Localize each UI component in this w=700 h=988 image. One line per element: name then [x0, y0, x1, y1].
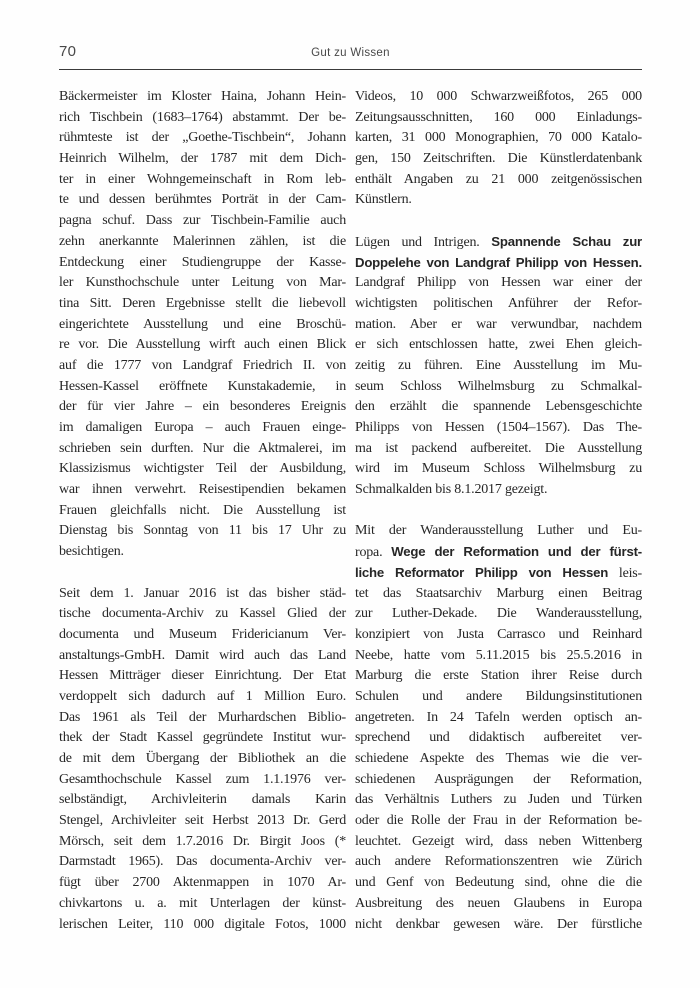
text-line: Schulen und andere Bildungsinstitutionen — [355, 688, 642, 704]
text-line: tina Sitt. Deren Ergebnisse stellt die liebevoll — [59, 295, 346, 311]
text-line: documenta und Museum Fridericianum Ver- — [59, 626, 346, 642]
text-line: Künstlern. — [355, 192, 412, 208]
text-line: tet das Staatsarchiv Marburg einen Beitrag — [355, 585, 642, 601]
bold-heading-run: liche Reformator Philipp von Hessen — [355, 564, 609, 580]
text-line: lerischen Leiter, 110 000 digitale Fotos, 1000 — [59, 916, 346, 932]
text-line: Frauen gleichfalls nicht. Die Ausstellung ist — [59, 502, 346, 518]
text-line: wichtigsten politischen Anführer der Refor- — [355, 295, 642, 311]
text-line: Marburg die erste Station ihrer Reise durch — [355, 668, 642, 684]
text-line: seum Schloss Wilhelmsburg zu Schmalkal- — [355, 378, 642, 394]
text-line: Heinrich Wilhelm, der 1787 mit dem Dich- — [59, 151, 346, 167]
article-body — [0, 70, 700, 935]
text-line: der für vier Jahre – ein besonderes Ereignis — [59, 399, 346, 415]
text-line: Neebe, hatte vom 5.11.2015 bis 25.5.2016 in — [355, 647, 642, 663]
text-line: tische documenta-Archiv zu Kassel Glied der — [59, 606, 346, 622]
text-line: rühmteste ist der „Goethe-Tischbein“, Johann — [59, 130, 346, 146]
text-line: zehn anerkannte Malerinnen zählen, ist die — [59, 233, 346, 249]
text-line — [355, 253, 642, 274]
text-line: sprechend und didaktisch aufbereitet ver- — [355, 730, 642, 746]
text-line: schrieben sein durften. Nur die Aktmalerei, im — [59, 440, 346, 456]
text-line: zur Luther-Dekade. Die Wanderausstellung, — [355, 606, 642, 622]
text-line: Ausbreitung des neuen Glaubens in Europa — [355, 895, 642, 911]
bold-heading-run: Wege der Reformation und der fürst- — [391, 544, 642, 560]
text-line: nicht denkbar gewesen wäre. Der fürstliche — [355, 916, 642, 932]
text-line: ropa. Wege der Reformation und der fürst- — [355, 544, 642, 561]
text-line: Hessen-Kassel eröffnete Kunstakademie, in — [59, 378, 346, 394]
text-line: den erzählt die spannende Lebensgeschichte — [355, 399, 642, 415]
text-line: Zeitungsausschnitten, 160 000 Einladungs- — [355, 109, 642, 125]
text-line: oder die Rolle der Frau in der Reformation be- — [355, 813, 642, 829]
section-title: Gut zu Wissen — [311, 47, 390, 59]
text-line: Hessen Mitträger dieser Einrichtung. Der Etat — [59, 668, 346, 684]
text-line: rich Tischbein (1683–1764) abstammt. Der be- — [59, 109, 346, 125]
text-line: ler Kunsthochschule unter Leitung von Mar- — [59, 275, 346, 291]
bold-heading-run: Doppelehe von Landgraf Philipp von Hessen. — [355, 254, 642, 270]
column-right — [355, 87, 642, 935]
text-line: fügt über 2700 Aktenmappen in 1070 Ar- — [59, 875, 346, 891]
page-number: 70 — [59, 43, 77, 60]
text-line: Bäckermeister im Kloster Haina, Johann Hein- — [59, 89, 346, 104]
paragraph-spacer — [59, 563, 346, 584]
text-line: Stengel, Archivleiter seit Herbst 2013 Dr. Gerd — [59, 813, 346, 829]
text-line: auf die 1777 von Landgraf Friedrich II. von — [59, 357, 346, 373]
text-line: und Genf von Bedeutung sind, ohne die die — [355, 875, 642, 891]
text-line: chivkartons u. a. mit Unterlagen der künst- — [59, 895, 346, 911]
text-line: te und dessen berühmtes Porträt in der Cam- — [59, 192, 346, 208]
bold-heading-run: Spannende Schau zur — [491, 233, 642, 249]
text-line: leuchtet. Gezeigt wird, dass neben Wittenberg — [355, 833, 642, 849]
text-line: Mit der Wanderausstellung Luther und Eu- — [355, 523, 642, 539]
text-line: gen, 150 Zeitschriften. Die Künstlerdatenbank — [355, 151, 642, 167]
text-line: Schmalkalden bis 8.1.2017 gezeigt. — [355, 482, 548, 498]
text-line: Darmstadt 1965). Das documenta-Archiv ver- — [59, 854, 346, 870]
text-line: Landgraf Philipp von Hessen war einer der — [355, 275, 642, 291]
text-line: anstaltungs-GmbH. Damit wird auch das Land — [59, 647, 346, 663]
text-line: konzipiert von Justa Carrasco und Reinhard — [355, 626, 642, 642]
text-line: ma ist packend aufbereitet. Die Ausstellung — [355, 440, 642, 456]
text-line: schiedene Aspekte des Themas wie die ver- — [355, 751, 642, 766]
text-line: Mörsch, seit dem 1.7.2016 Dr. Birgit Joos (* — [59, 833, 346, 849]
text-line: ter in einer Wohngemeinschaft in Rom leb- — [59, 171, 346, 187]
text-line: Lügen und Intrigen. Spannende Schau zur — [355, 233, 642, 250]
text-line: Dienstag bis Sonntag von 11 bis 17 Uhr zu — [59, 523, 346, 539]
text-line: das Verhältnis Luthers zu Juden und Türken — [355, 792, 642, 808]
text-line: pagna schuf. Dass zur Tischbein-Familie auch — [59, 213, 346, 229]
text-line: mation. Aber er war verwundbar, nachdem — [355, 316, 642, 332]
text-line: enthält Angaben zu 21 000 zeitgenössischen — [355, 171, 642, 187]
text-line: karten, 31 000 Monographien, 70 000 Katalo- — [355, 130, 642, 146]
text-line: re vor. Die Ausstellung wirft auch einen Blick — [59, 337, 346, 353]
page-header — [59, 0, 642, 70]
text-line: er sich entschlossen hatte, zwei Ehen gleich- — [355, 337, 642, 353]
text-line: besichtigen. — [59, 544, 124, 560]
text-line: Gesamthochschule Kassel zum 1.1.1976 ver- — [59, 771, 346, 787]
text-line: Entdeckung einer Studiengruppe der Kasse- — [59, 254, 346, 270]
text-line: liche Reformator Philipp von Hessen leis- — [355, 564, 642, 581]
text-line: angetreten. In 24 Tafeln werden optisch an- — [355, 709, 642, 725]
paragraph-spacer — [355, 501, 642, 522]
text-line: Das 1961 als Teil der Murhardschen Biblio- — [59, 709, 346, 725]
text-line: eingerichtete Ausstellung und eine Broschü- — [59, 316, 346, 332]
text-line: wird im Museum Schloss Wilhelmsburg zu — [355, 461, 642, 477]
paragraph-spacer — [355, 211, 642, 232]
text-line: de mit dem Übergang der Bibliothek an die — [59, 751, 346, 766]
text-line: zeitig zu führen. Eine Ausstellung im Mu- — [355, 357, 642, 373]
text-line: Philipps von Hessen (1504–1567). Das The- — [355, 420, 642, 435]
text-line: war ihnen verwehrt. Reisestipendien bekamen — [59, 482, 346, 498]
text-line: Klassizismus wichtigster Teil der Ausbildung, — [59, 461, 346, 477]
text-line: im damaligen Europa – auch Frauen einge- — [59, 420, 346, 435]
text-line: Seit dem 1. Januar 2016 ist das bisher städ- — [59, 585, 346, 601]
text-line: schiedenen Ausprägungen der Reformation, — [355, 771, 642, 787]
column-left — [59, 87, 346, 935]
text-line: thek der Stadt Kassel gegründete Institut wur- — [59, 730, 346, 746]
text-line: auch andere Reformationszentren wie Zürich — [355, 854, 642, 870]
text-line: selbständigt, Archivleiterin damals Karin — [59, 792, 346, 808]
text-line: Videos, 10 000 Schwarzweißfotos, 265 000 — [355, 89, 642, 104]
text-line: verdoppelt sich dadurch auf 1 Million Euro. — [59, 688, 346, 704]
